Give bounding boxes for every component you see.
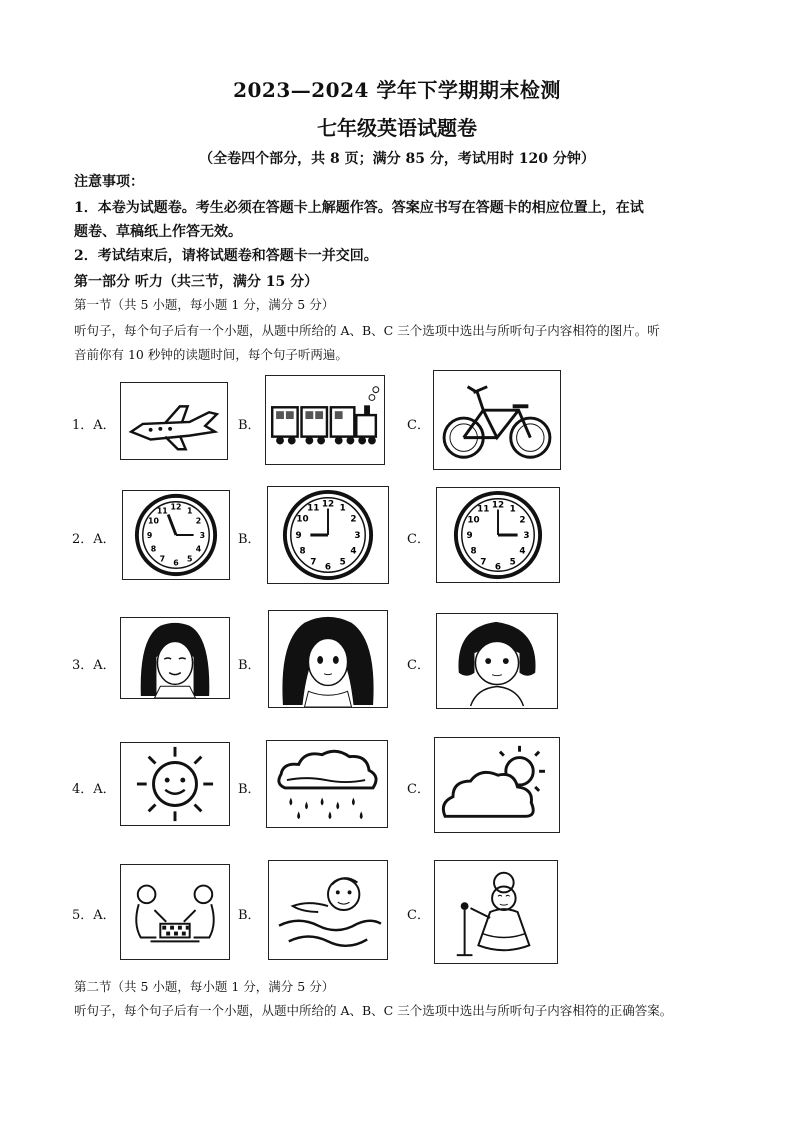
svg-text:10: 10 [148,516,159,526]
svg-text:6: 6 [173,558,179,568]
clock-icon [437,488,559,582]
exam-title: 2023—2024 学年下学期期末检测 [233,78,561,102]
svg-text:2: 2 [195,516,202,526]
rainy-image [266,740,388,828]
bicycle-icon [434,371,560,469]
sunny-image [120,742,230,826]
notice-item1-line1: 1．本卷为试题卷。考生必须在答题卡上解题作答。答案应书写在答题卡的相应位置上，在试 [74,200,644,216]
question-3-option-b-label: B． [238,658,261,673]
clock-icon [123,491,229,579]
girl-long-hair-a-image [120,617,230,699]
clock-b-image [267,486,389,584]
notice-item2: 2．考试结束后，请将试题卷和答题卡一并交回。 [74,248,378,264]
sun-icon [121,743,229,825]
cloud-sun-icon [435,738,559,832]
svg-text:9: 9 [295,530,302,541]
question-3-label: 3．A． [72,658,116,673]
girl-short-hair-image [436,613,558,709]
swimmer-icon [269,861,387,959]
svg-text:11: 11 [307,503,320,514]
svg-text:6: 6 [494,562,502,573]
svg-text:10: 10 [296,514,309,525]
question-4-option-b-label: B． [238,782,261,797]
question-4-label: 4．A． [72,782,116,797]
singer-icon [435,861,557,963]
playing-chess-image [120,864,230,960]
svg-text:8: 8 [470,546,477,557]
exam-info: （全卷四个部分，共 8 页；满分 85 分，考试用时 120 分钟） [199,151,595,167]
chess-players-icon [121,865,229,959]
section2-instruction: 听句子，每个句子后有一个小题，从题中所给的 A、B、C 三个选项中选出与所听句子内容相符的正确答案。 [74,1003,673,1018]
section1-instruction-line2: 音前你有 10 秒钟的读题时间，每个句子听两遍。 [74,347,348,362]
notice-heading: 注意事项： [74,174,144,190]
cloudy-image [434,737,560,833]
notice-item1-line2: 题卷、草稿纸上作答无效。 [74,224,242,240]
airplane-icon [121,383,227,459]
svg-text:1: 1 [509,504,516,515]
clock-icon [268,487,388,583]
svg-text:2: 2 [350,514,357,525]
singing-image [434,860,558,964]
rain-cloud-icon [267,741,387,827]
svg-text:4: 4 [350,546,357,557]
part1-heading: 第一部分 听力（共三节，满分 15 分） [74,274,319,290]
svg-text:12: 12 [491,500,505,511]
svg-text:1: 1 [186,506,193,516]
svg-text:8: 8 [150,544,157,554]
svg-text:7: 7 [310,557,317,568]
svg-text:12: 12 [170,502,182,512]
question-3-option-c-label: C． [407,658,430,673]
question-5-option-b-label: B． [238,908,261,923]
svg-text:11: 11 [477,504,490,515]
exam-subtitle: 七年级英语试题卷 [317,116,477,140]
svg-text:7: 7 [159,554,166,564]
svg-text:2: 2 [519,515,526,526]
svg-text:10: 10 [467,515,480,526]
clock-c-image [436,487,560,583]
question-2-option-c-label: C． [407,532,430,547]
svg-text:3: 3 [523,530,530,541]
bicycle-image [433,370,561,470]
question-5-label: 5．A． [72,908,116,923]
svg-text:9: 9 [466,530,473,541]
question-2-label: 2．A． [72,532,116,547]
clock-a-image [122,490,230,580]
section2-heading: 第二节（共 5 小题，每小题 1 分，满分 5 分） [74,979,335,994]
svg-text:6: 6 [324,562,332,573]
section1-instruction-line1: 听句子，每个句子后有一个小题，从题中所给的 A、B、C 三个选项中选出与所听句子内容相符的图片。听 [74,323,660,338]
svg-text:1: 1 [339,503,346,514]
question-1-option-b-label: B． [238,418,261,433]
question-5-option-c-label: C． [407,908,430,923]
girl-long-hair-b-image [268,610,388,708]
svg-text:5: 5 [339,557,346,568]
svg-text:12: 12 [321,499,335,510]
girl-icon [269,611,387,707]
svg-text:5: 5 [186,554,193,564]
svg-text:4: 4 [519,546,526,557]
question-2-option-b-label: B． [238,532,261,547]
svg-text:7: 7 [480,557,487,568]
svg-text:3: 3 [199,530,206,540]
section1-heading: 第一节（共 5 小题，每小题 1 分，满分 5 分） [74,297,335,312]
svg-text:4: 4 [195,544,202,554]
question-1-option-c-label: C． [407,418,430,433]
girl-icon [121,618,229,698]
svg-text:5: 5 [509,557,516,568]
svg-text:8: 8 [299,546,306,557]
question-1-label: 1．A． [72,418,116,433]
girl-icon [437,614,557,708]
svg-text:3: 3 [354,530,361,541]
train-image [265,375,385,465]
svg-text:11: 11 [156,506,168,516]
svg-text:9: 9 [146,530,153,540]
swimming-image [268,860,388,960]
airplane-image [120,382,228,460]
train-icon [266,376,384,464]
question-4-option-c-label: C． [407,782,430,797]
